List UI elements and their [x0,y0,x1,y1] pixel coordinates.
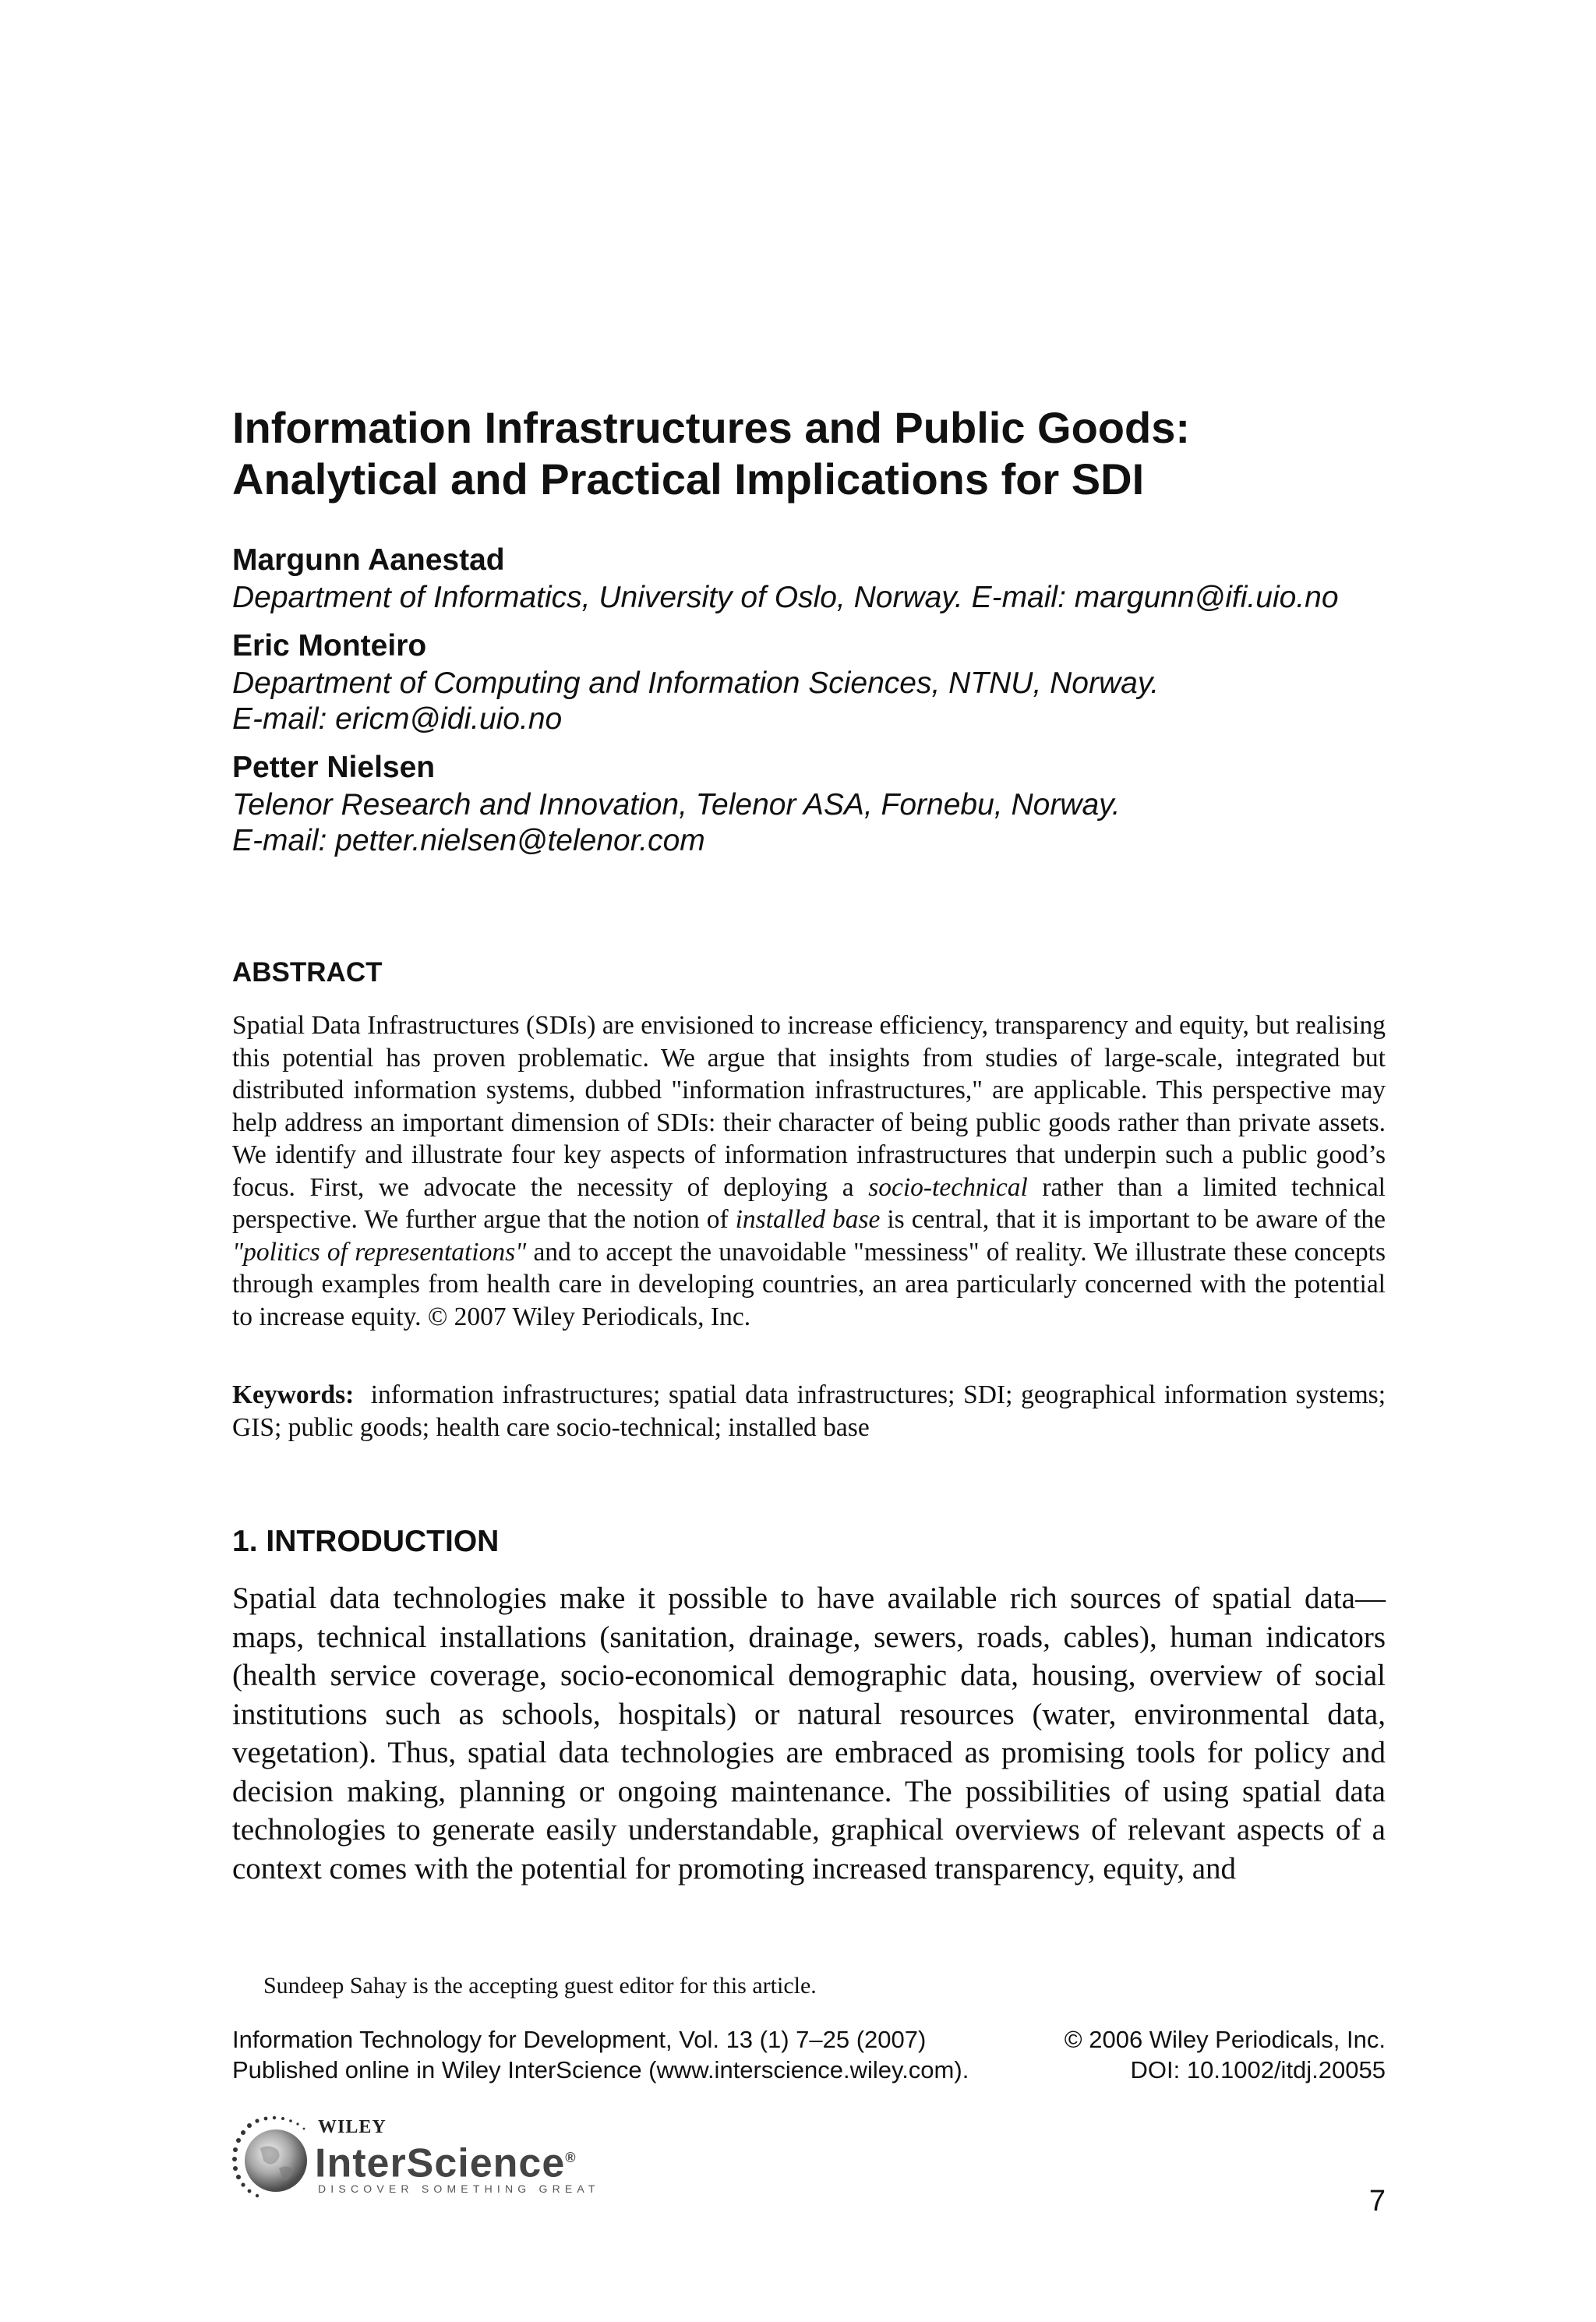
author-name: Eric Monteiro [232,629,427,663]
author-email: E-mail: petter.nielsen@telenor.com [232,824,705,857]
title-line-2: Analytical and Practical Implications for SDI [232,454,1145,504]
abstract-emphasis: "politics of representations" [232,1237,527,1267]
page-number: 7 [1368,2185,1386,2218]
footer-copyright: © 2006 Wiley Periodicals, Inc. [1064,2026,1386,2053]
logo-publisher: WILEY [318,2117,387,2137]
footnote: Sundeep Sahay is the accepting guest editor for this article. [263,1973,817,1999]
logo-tagline: DISCOVER SOMETHING GREAT [318,2182,600,2195]
wiley-interscience-logo [231,2115,620,2201]
author-name: Petter Nielsen [232,751,436,784]
abstract-text-part: is central, that it is important to be aware of the [880,1205,1386,1234]
abstract-emphasis: socio-technical [868,1172,1028,1202]
abstract-text-part: and to accept the unavoidable "messiness" of reality. We illustrate these concepts through examples from health care in developing countries, an area particularly concerned with the potential to increase equity. © 2007 Wiley Periodicals, Inc. [232,1237,1386,1331]
introduction-heading: 1. INTRODUCTION [232,1525,500,1558]
logo-name [315,2136,577,2185]
globe-icon [231,2115,316,2201]
author-affiliation: Department of Computing and Information Sciences, NTNU, Norway. [232,666,1160,700]
keywords-text: information infrastructures; spatial data infrastructures; SDI; geographical information systems; GIS; public goods; health care socio-technical; installed base [232,1380,1386,1442]
footer-journal: Information Technology for Development, Vol. 13 (1) 7–25 (2007) [232,2026,927,2053]
author-name: Margunn Aanestad [232,543,505,577]
author-block [232,541,1479,616]
author-list [232,541,1479,870]
footer-rights [1065,2024,1386,2085]
author-affiliation: Telenor Research and Innovation, Telenor ASA, Fornebu, Norway. [232,788,1121,822]
footer-doi: DOI: 10.1002/itdj.20055 [1130,2056,1386,2083]
author-email: E-mail: ericm@idi.uio.no [232,702,563,736]
logo-reg-mark: ® [565,2150,577,2165]
author-block [232,627,1479,737]
title-line-1: Information Infrastructures and Public Goods: [232,403,1190,452]
introduction-text: Spatial data technologies make it possible to have available rich sources of spatial data—maps, technical installations (sanitation, drainage, sewers, roads, cables), human indicators (health service coverage, socio-economical demographic data, housing, overview of social institutions such as schools, hospitals) or natural resources (water, environmental data, vegetation). Thus, spatial data technologies are embraced as promising tools for policy and decision making, planning or ongoing maintenance. The possibilities of using spatial data technologies to generate easily understandable, graphical overviews of relevant aspects of a context comes with the potential for promoting increased transparency, equity, and [232,1582,1386,1886]
author-affiliation: Department of Informatics, University of Oslo, Norway. E-mail: margunn@ifi.uio.no [232,581,1339,614]
abstract-emphasis: installed base [735,1205,881,1234]
abstract-text-part: Spatial Data Infrastructures (SDIs) are envisioned to increase efficiency, transparency and equity, but realising this potential has proven problematic. We argue that insights from studies of large-scale, integrated but distributed information systems, dubbed "information infrastructures," are applicable. This perspective may help address an important dimension of SDIs: their character of being public goods rather than private assets. We identify and illustrate four key aspects of information infrastructures that underpin such a public good’s focus. First, we advocate the necessity of deploying a [232,1011,1386,1202]
author-block [232,748,1479,859]
keywords [232,1379,1386,1444]
abstract-text-part: rather than a limited technical perspective. We further argue that the notion of [232,1172,1386,1234]
keywords-label: Keywords: [232,1380,355,1409]
footer-citation [232,2024,969,2085]
abstract-heading: ABSTRACT [232,957,383,988]
abstract-text [232,1009,1386,1333]
paper-title [232,402,1401,505]
logo-name-text: InterScience [315,2140,566,2186]
footer-published: Published online in Wiley InterScience (www.interscience.wiley.com). [232,2056,969,2083]
